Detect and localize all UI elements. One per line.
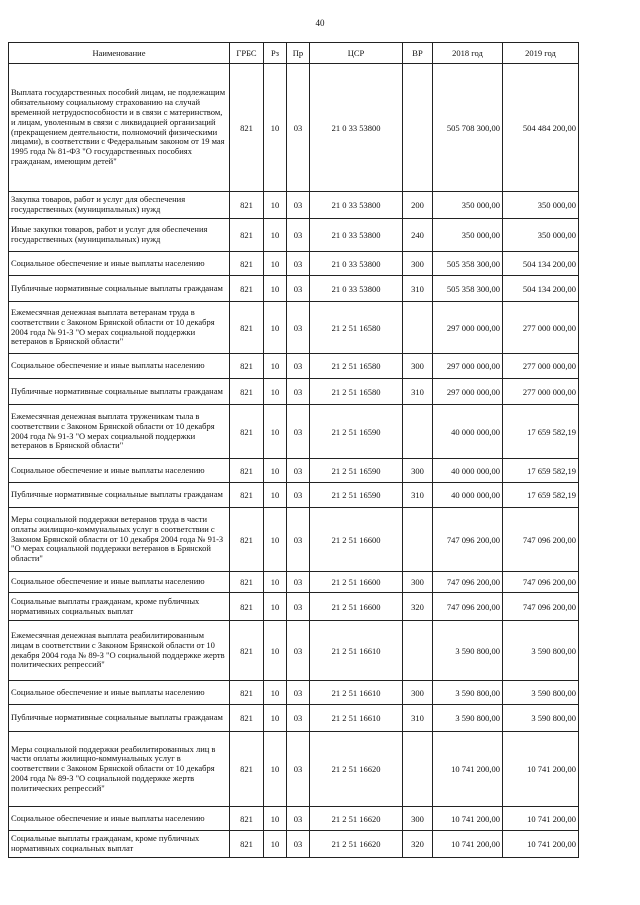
cell-name: Социальные выплаты гражданам, кроме публичных нормативных социальных выплат <box>9 831 230 858</box>
cell-rz: 10 <box>264 405 287 459</box>
cell-grbs: 821 <box>230 379 264 405</box>
cell-grbs: 821 <box>230 681 264 705</box>
cell-2018: 747 096 200,00 <box>433 508 503 572</box>
cell-rz: 10 <box>264 354 287 379</box>
cell-rz: 10 <box>264 593 287 621</box>
table-row <box>9 732 579 807</box>
cell-grbs: 821 <box>230 192 264 219</box>
cell-csr: 21 2 51 16590 <box>310 459 403 483</box>
cell-pr: 03 <box>287 459 310 483</box>
table-row <box>9 508 579 572</box>
cell-vr <box>403 64 433 192</box>
table-row <box>9 405 579 459</box>
table-row <box>9 64 579 192</box>
cell-grbs: 821 <box>230 508 264 572</box>
cell-name: Ежемесячная денежная выплата реабилитированным лицам в соответствии с Законом Брянской области от 10 декабря 2004 года № 89-З "О социальной поддержке жертв политических репрессий" <box>9 621 230 681</box>
cell-rz: 10 <box>264 621 287 681</box>
cell-rz: 10 <box>264 379 287 405</box>
cell-2018: 297 000 000,00 <box>433 379 503 405</box>
cell-name: Публичные нормативные социальные выплаты гражданам <box>9 483 230 508</box>
cell-2019: 350 000,00 <box>503 192 579 219</box>
header-pr: Пр <box>287 43 310 64</box>
cell-vr: 200 <box>403 192 433 219</box>
cell-pr: 03 <box>287 192 310 219</box>
cell-2019: 504 484 200,00 <box>503 64 579 192</box>
cell-2018: 505 708 300,00 <box>433 64 503 192</box>
cell-pr: 03 <box>287 831 310 858</box>
cell-grbs: 821 <box>230 732 264 807</box>
cell-2019: 350 000,00 <box>503 219 579 252</box>
table-row <box>9 379 579 405</box>
cell-pr: 03 <box>287 593 310 621</box>
cell-2018: 505 358 300,00 <box>433 252 503 276</box>
table-row <box>9 276 579 302</box>
table-row <box>9 705 579 732</box>
cell-2018: 350 000,00 <box>433 219 503 252</box>
header-vr: ВР <box>403 43 433 64</box>
cell-vr <box>403 405 433 459</box>
cell-rz: 10 <box>264 572 287 593</box>
cell-csr: 21 2 51 16620 <box>310 831 403 858</box>
cell-2019: 747 096 200,00 <box>503 572 579 593</box>
cell-csr: 21 2 51 16580 <box>310 354 403 379</box>
cell-2019: 3 590 800,00 <box>503 681 579 705</box>
cell-2019: 3 590 800,00 <box>503 621 579 681</box>
cell-2019: 17 659 582,19 <box>503 405 579 459</box>
cell-grbs: 821 <box>230 621 264 681</box>
cell-grbs: 821 <box>230 219 264 252</box>
cell-2018: 297 000 000,00 <box>433 354 503 379</box>
cell-name: Ежемесячная денежная выплата труженикам тыла в соответствии с Законом Брянской области от 10 декабря 2004 года № 91-З "О мерах социальной поддержки ветеранов в Брянской области" <box>9 405 230 459</box>
cell-pr: 03 <box>287 681 310 705</box>
cell-csr: 21 2 51 16620 <box>310 732 403 807</box>
cell-vr: 310 <box>403 276 433 302</box>
cell-name: Социальное обеспечение и иные выплаты населению <box>9 807 230 831</box>
cell-csr: 21 2 51 16610 <box>310 681 403 705</box>
header-rz: Рз <box>264 43 287 64</box>
cell-vr: 300 <box>403 252 433 276</box>
cell-2018: 10 741 200,00 <box>433 831 503 858</box>
cell-grbs: 821 <box>230 354 264 379</box>
table-row <box>9 252 579 276</box>
cell-csr: 21 0 33 53800 <box>310 219 403 252</box>
table-row <box>9 302 579 354</box>
cell-vr: 300 <box>403 354 433 379</box>
cell-rz: 10 <box>264 459 287 483</box>
cell-name: Выплата государственных пособий лицам, не подлежащим обязательному социальному страхованию на случай временной нетрудоспособности и в связи с материнством, и лицам, уволенным в связи с ликвидацией организаций (прекращением деятельности, полномочий физическими лицами), в соответствии с Федеральным законом от 19 мая 1995 года № 81-ФЗ "О государственных пособиях гражданам, имеющим детей" <box>9 64 230 192</box>
cell-2018: 350 000,00 <box>433 192 503 219</box>
cell-rz: 10 <box>264 192 287 219</box>
cell-rz: 10 <box>264 705 287 732</box>
cell-name: Меры социальной поддержки реабилитированных лиц в части оплаты жилищно-коммунальных услуг в соответствии с Законом Брянской области от 10 декабря 2004 года № 89-З "О социальной поддержке жертв политических репрессий" <box>9 732 230 807</box>
cell-name: Публичные нормативные социальные выплаты гражданам <box>9 379 230 405</box>
cell-csr: 21 0 33 53800 <box>310 192 403 219</box>
cell-grbs: 821 <box>230 459 264 483</box>
cell-grbs: 821 <box>230 64 264 192</box>
cell-name: Меры социальной поддержки ветеранов труда в части оплаты жилищно-коммунальных услуг в соответствии с Законом Брянской области от 10 декабря 2004 года № 91-З "О мерах социальной поддержки ветеранов в Брянской области" <box>9 508 230 572</box>
cell-2019: 277 000 000,00 <box>503 354 579 379</box>
cell-grbs: 821 <box>230 302 264 354</box>
cell-2019: 747 096 200,00 <box>503 593 579 621</box>
cell-name: Социальное обеспечение и иные выплаты населению <box>9 459 230 483</box>
cell-2018: 747 096 200,00 <box>433 593 503 621</box>
cell-csr: 21 2 51 16580 <box>310 302 403 354</box>
cell-2019: 17 659 582,19 <box>503 483 579 508</box>
cell-name: Закупка товаров, работ и услуг для обеспечения государственных (муниципальных) нужд <box>9 192 230 219</box>
cell-name: Социальное обеспечение и иные выплаты населению <box>9 354 230 379</box>
cell-2018: 40 000 000,00 <box>433 459 503 483</box>
cell-2018: 505 358 300,00 <box>433 276 503 302</box>
cell-rz: 10 <box>264 732 287 807</box>
table-row <box>9 807 579 831</box>
cell-name: Социальное обеспечение и иные выплаты населению <box>9 252 230 276</box>
cell-grbs: 821 <box>230 807 264 831</box>
cell-2018: 10 741 200,00 <box>433 807 503 831</box>
cell-2019: 277 000 000,00 <box>503 302 579 354</box>
cell-name: Социальные выплаты гражданам, кроме публичных нормативных социальных выплат <box>9 593 230 621</box>
cell-rz: 10 <box>264 219 287 252</box>
cell-grbs: 821 <box>230 276 264 302</box>
cell-vr: 310 <box>403 483 433 508</box>
cell-csr: 21 0 33 53800 <box>310 252 403 276</box>
cell-pr: 03 <box>287 405 310 459</box>
cell-rz: 10 <box>264 681 287 705</box>
cell-rz: 10 <box>264 807 287 831</box>
cell-csr: 21 0 33 53800 <box>310 64 403 192</box>
cell-csr: 21 2 51 16600 <box>310 508 403 572</box>
cell-vr: 240 <box>403 219 433 252</box>
cell-2019: 504 134 200,00 <box>503 252 579 276</box>
budget-table <box>8 42 579 858</box>
cell-vr: 310 <box>403 379 433 405</box>
cell-2019: 10 741 200,00 <box>503 732 579 807</box>
cell-pr: 03 <box>287 64 310 192</box>
cell-vr: 320 <box>403 831 433 858</box>
cell-pr: 03 <box>287 621 310 681</box>
table-row <box>9 219 579 252</box>
cell-pr: 03 <box>287 354 310 379</box>
cell-pr: 03 <box>287 508 310 572</box>
cell-csr: 21 2 51 16610 <box>310 705 403 732</box>
cell-vr <box>403 302 433 354</box>
table-row <box>9 459 579 483</box>
cell-grbs: 821 <box>230 483 264 508</box>
table-body <box>9 64 579 858</box>
cell-pr: 03 <box>287 572 310 593</box>
cell-csr: 21 2 51 16590 <box>310 483 403 508</box>
cell-grbs: 821 <box>230 405 264 459</box>
cell-pr: 03 <box>287 379 310 405</box>
cell-pr: 03 <box>287 219 310 252</box>
cell-2018: 40 000 000,00 <box>433 405 503 459</box>
cell-rz: 10 <box>264 276 287 302</box>
cell-csr: 21 2 51 16590 <box>310 405 403 459</box>
cell-rz: 10 <box>264 831 287 858</box>
cell-csr: 21 2 51 16600 <box>310 572 403 593</box>
cell-vr: 300 <box>403 681 433 705</box>
table-row <box>9 681 579 705</box>
cell-csr: 21 2 51 16580 <box>310 379 403 405</box>
cell-rz: 10 <box>264 64 287 192</box>
header-grbs: ГРБС <box>230 43 264 64</box>
cell-rz: 10 <box>264 508 287 572</box>
table-row <box>9 192 579 219</box>
cell-2018: 297 000 000,00 <box>433 302 503 354</box>
cell-grbs: 821 <box>230 705 264 732</box>
page-number: 40 <box>315 18 325 28</box>
cell-rz: 10 <box>264 252 287 276</box>
header-name: Наименование <box>9 43 230 64</box>
cell-grbs: 821 <box>230 593 264 621</box>
cell-name: Публичные нормативные социальные выплаты гражданам <box>9 276 230 302</box>
cell-vr: 300 <box>403 807 433 831</box>
cell-2019: 3 590 800,00 <box>503 705 579 732</box>
header-csr: ЦСР <box>310 43 403 64</box>
cell-csr: 21 0 33 53800 <box>310 276 403 302</box>
cell-name: Публичные нормативные социальные выплаты гражданам <box>9 705 230 732</box>
header-2018: 2018 год <box>433 43 503 64</box>
cell-vr: 310 <box>403 705 433 732</box>
cell-pr: 03 <box>287 807 310 831</box>
cell-2018: 40 000 000,00 <box>433 483 503 508</box>
cell-name: Социальное обеспечение и иные выплаты населению <box>9 572 230 593</box>
table-row <box>9 483 579 508</box>
header-row <box>9 43 579 64</box>
table-row <box>9 593 579 621</box>
cell-pr: 03 <box>287 252 310 276</box>
cell-vr <box>403 732 433 807</box>
cell-2019: 277 000 000,00 <box>503 379 579 405</box>
cell-grbs: 821 <box>230 252 264 276</box>
table-row <box>9 572 579 593</box>
table-row <box>9 621 579 681</box>
cell-grbs: 821 <box>230 572 264 593</box>
table-row <box>9 831 579 858</box>
cell-2019: 10 741 200,00 <box>503 831 579 858</box>
table-row <box>9 354 579 379</box>
cell-grbs: 821 <box>230 831 264 858</box>
cell-name: Иные закупки товаров, работ и услуг для обеспечения государственных (муниципальных) нужд <box>9 219 230 252</box>
cell-pr: 03 <box>287 302 310 354</box>
cell-pr: 03 <box>287 705 310 732</box>
cell-name: Социальное обеспечение и иные выплаты населению <box>9 681 230 705</box>
cell-2018: 3 590 800,00 <box>433 621 503 681</box>
cell-name: Ежемесячная денежная выплата ветеранам труда в соответствии с Законом Брянской области от 10 декабря 2004 года № 91-З "О мерах социальной поддержки ветеранов в Брянской области" <box>9 302 230 354</box>
cell-vr <box>403 621 433 681</box>
cell-rz: 10 <box>264 483 287 508</box>
cell-vr: 320 <box>403 593 433 621</box>
cell-2018: 3 590 800,00 <box>433 681 503 705</box>
cell-csr: 21 2 51 16600 <box>310 593 403 621</box>
cell-pr: 03 <box>287 276 310 302</box>
cell-2018: 3 590 800,00 <box>433 705 503 732</box>
cell-vr: 300 <box>403 572 433 593</box>
cell-vr <box>403 508 433 572</box>
cell-pr: 03 <box>287 483 310 508</box>
cell-vr: 300 <box>403 459 433 483</box>
cell-csr: 21 2 51 16620 <box>310 807 403 831</box>
cell-2019: 17 659 582,19 <box>503 459 579 483</box>
header-2019: 2019 год <box>503 43 579 64</box>
cell-2018: 747 096 200,00 <box>433 572 503 593</box>
cell-2019: 504 134 200,00 <box>503 276 579 302</box>
cell-2019: 747 096 200,00 <box>503 508 579 572</box>
cell-rz: 10 <box>264 302 287 354</box>
cell-csr: 21 2 51 16610 <box>310 621 403 681</box>
cell-2018: 10 741 200,00 <box>433 732 503 807</box>
cell-pr: 03 <box>287 732 310 807</box>
cell-2019: 10 741 200,00 <box>503 807 579 831</box>
